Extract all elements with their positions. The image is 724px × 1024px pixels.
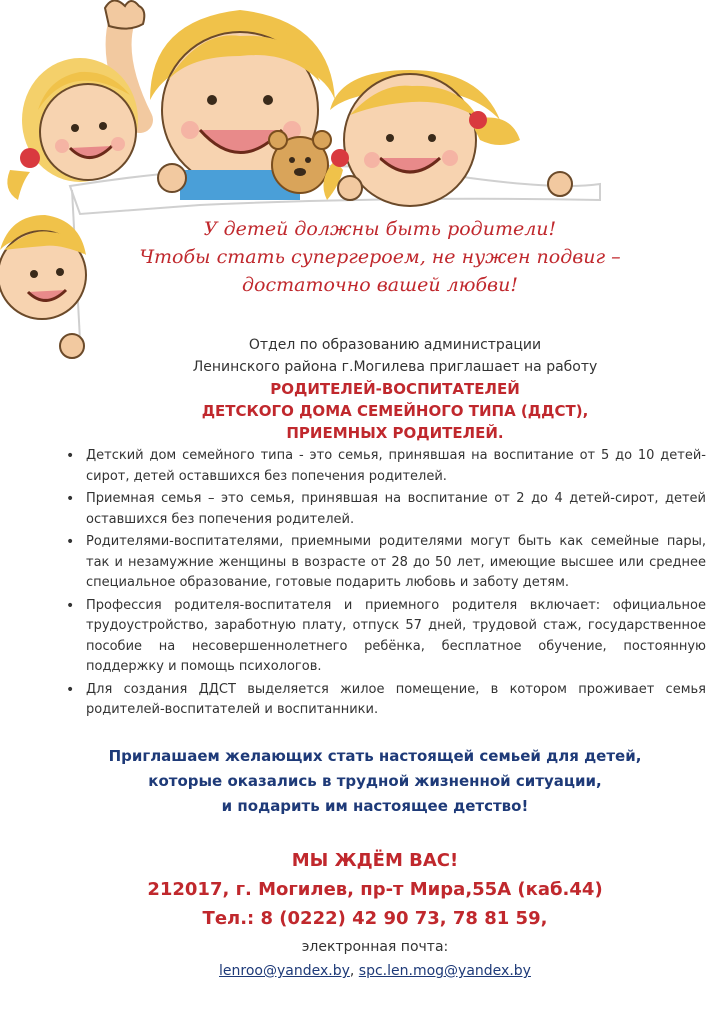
fact-item: • Родителями-воспитателями, приемными родителями могут быть как семейные пары, так и незамужние женщины в возрасте от 28 до 50 лет, имеющие высшее или среднее специальное образование, готовые подарить любовь и заботу детям.	[86, 532, 706, 594]
email-list	[60, 959, 690, 983]
contacts	[60, 846, 690, 983]
email-link-lenroo[interactable]: lenroo@yandex.by	[219, 963, 350, 979]
heading-foster-parents: ПРИЕМНЫХ РОДИТЕЛЕЙ.	[286, 424, 504, 442]
email-label: электронная почта:	[301, 939, 449, 955]
intro-line-2: Ленинского района г.Могилева приглашает на работу	[192, 359, 598, 375]
intro-block	[100, 334, 690, 444]
invitation	[60, 744, 690, 819]
heading-parents-educators: РОДИТЕЛЕЙ-ВОСПИТАТЕЛЕЙ	[270, 380, 520, 398]
slogan-line-3: достаточно вашей любви!	[242, 274, 518, 296]
fact-item: • Приемная семья – это семья, принявшая на воспитание от 2 до 4 детей-сирот, детей оставшихся без попечения родителей.	[86, 489, 706, 530]
slogan-line-2: Чтобы стать супергероем, не нужен подвиг –	[139, 246, 621, 268]
waiting-heading: МЫ ЖДЁМ ВАС!	[291, 850, 459, 871]
heading-family-orphanage: ДЕТСКОГО ДОМА СЕМЕЙНОГО ТИПА (ДДСТ),	[201, 402, 589, 420]
fact-item: • Детский дом семейного типа - это семья, принявшая на воспитание от 5 до 10 детей-сирот, детей оставшихся без попечения родителей.	[86, 446, 706, 487]
phone: Тел.: 8 (0222) 42 90 73, 78 81 59,	[202, 908, 548, 929]
facts-list	[64, 446, 706, 723]
email-separator: ,	[349, 963, 359, 979]
invitation-line-3: и подарить им настоящее детство!	[221, 797, 529, 815]
slogan-line-1: У детей должны быть родители!	[203, 218, 557, 240]
children-illustration	[0, 0, 724, 370]
fact-item: • Профессия родителя-воспитателя и приемного родителя включает: официальное трудоустройство, заработную плату, отпуск 57 дней, трудовой стаж, государственное пособие на несовершеннолетнего ребёнка, бесплатное обучение, постоянную поддержку и помощь психологов.	[86, 596, 706, 678]
fact-item: • Для создания ДДСТ выделяется жилое помещение, в котором проживает семья родителей-воспитателей и воспитанники.	[86, 680, 706, 721]
email-link-spc[interactable]: spc.len.mog@yandex.by	[358, 963, 531, 979]
address: 212017, г. Могилев, пр-т Мира,55А (каб.44)	[147, 879, 603, 900]
slogan	[100, 215, 660, 299]
invitation-line-1: Приглашаем желающих стать настоящей семьей для детей,	[108, 747, 642, 765]
intro-line-1: Отдел по образованию администрации	[248, 337, 542, 353]
invitation-line-2: которые оказались в трудной жизненной ситуации,	[148, 772, 602, 790]
